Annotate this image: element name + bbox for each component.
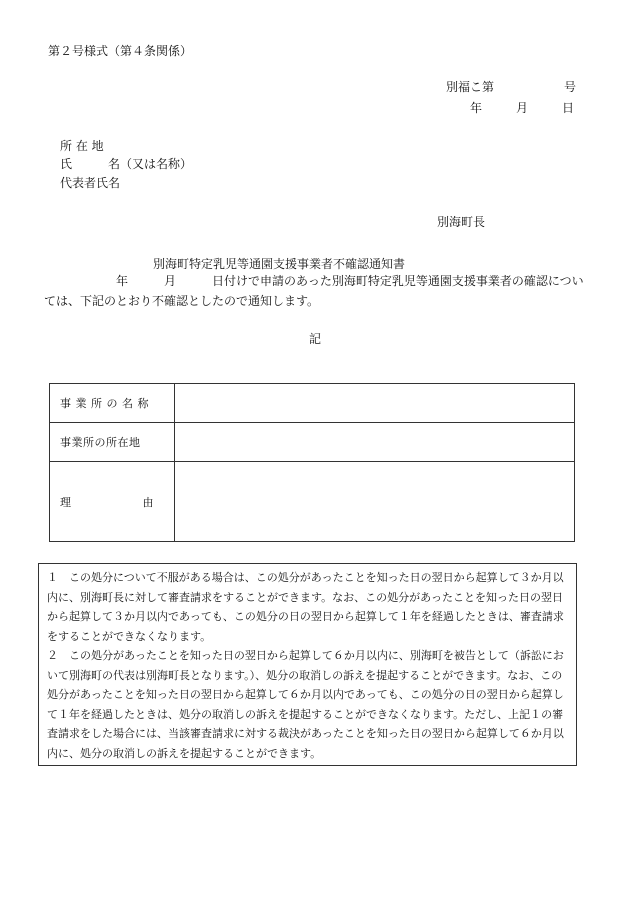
doc-number-prefix: 別福こ第 xyxy=(446,80,495,94)
issuer: 別海町長 xyxy=(437,215,486,229)
table-row xyxy=(50,462,575,542)
appeal-notice xyxy=(38,563,577,766)
date-month: 月 xyxy=(516,101,529,115)
office-name-cell xyxy=(175,384,575,423)
table-row xyxy=(50,384,575,423)
office-address-label: 事業所の所在地 xyxy=(50,423,175,462)
date-day: 日 xyxy=(562,101,575,115)
document-number xyxy=(446,78,576,95)
date-year: 年 xyxy=(470,101,483,115)
reason-label-2: 由 xyxy=(142,495,154,509)
form-label: 第２号様式（第４条関係） xyxy=(48,44,193,58)
recipient-address-label: 所 在 地 xyxy=(60,139,104,153)
office-address-cell xyxy=(175,423,575,462)
reason-label-1: 理 xyxy=(60,495,72,509)
info-table xyxy=(49,383,575,542)
reason-label xyxy=(50,462,175,542)
office-name-label: 事 業 所 の 名 称 xyxy=(50,384,175,423)
recipient-name-label: 氏 名（又は名称） xyxy=(60,157,193,171)
notice-paragraph-1: １ この処分について不服がある場合は、この処分があったことを知った日の翌日から起算して３か月以内に、別海町長に対して審査請求をすることができます。なお、この処分があったことを知った日の翌日から起算して３か月以内であっても、この処分の日の翌日から起算して１年を経過したときは、審査請求をすることができなくなります。 xyxy=(47,571,564,643)
body-text: 年 月 日付けで申請のあった別海町特定乳児等通園支援事業者の確認については、下記のとおり不確認としたので通知します。 xyxy=(44,274,584,308)
issue-date xyxy=(470,99,574,116)
document-title: 別海町特定乳児等通園支援事業者不確認通知書 xyxy=(153,257,406,271)
ki-heading: 記 xyxy=(309,332,322,346)
notice-paragraph-2: ２ この処分があったことを知った日の翌日から起算して６か月以内に、別海町を被告として（訴訟において別海町の代表は別海町長となります。）、処分の取消しの訴えを提起することができます。なお、この処分があったことを知った日の翌日から起算して６か月以内であっても、この処分の日の翌日から起算して１年を経過したときは、処分の取消しの訴えを提起することができなくなります。ただし、上記１の審査請求をした場合には、当該審査請求に対する裁決があったことを知った日の翌日から起算して６か月以内に、処分の取消しの訴えを提起することができます。 xyxy=(47,649,564,760)
doc-number-suffix: 号 xyxy=(564,80,577,94)
table-row xyxy=(50,423,575,462)
recipient-representative-label: 代表者氏名 xyxy=(60,176,121,190)
reason-cell xyxy=(175,462,575,542)
